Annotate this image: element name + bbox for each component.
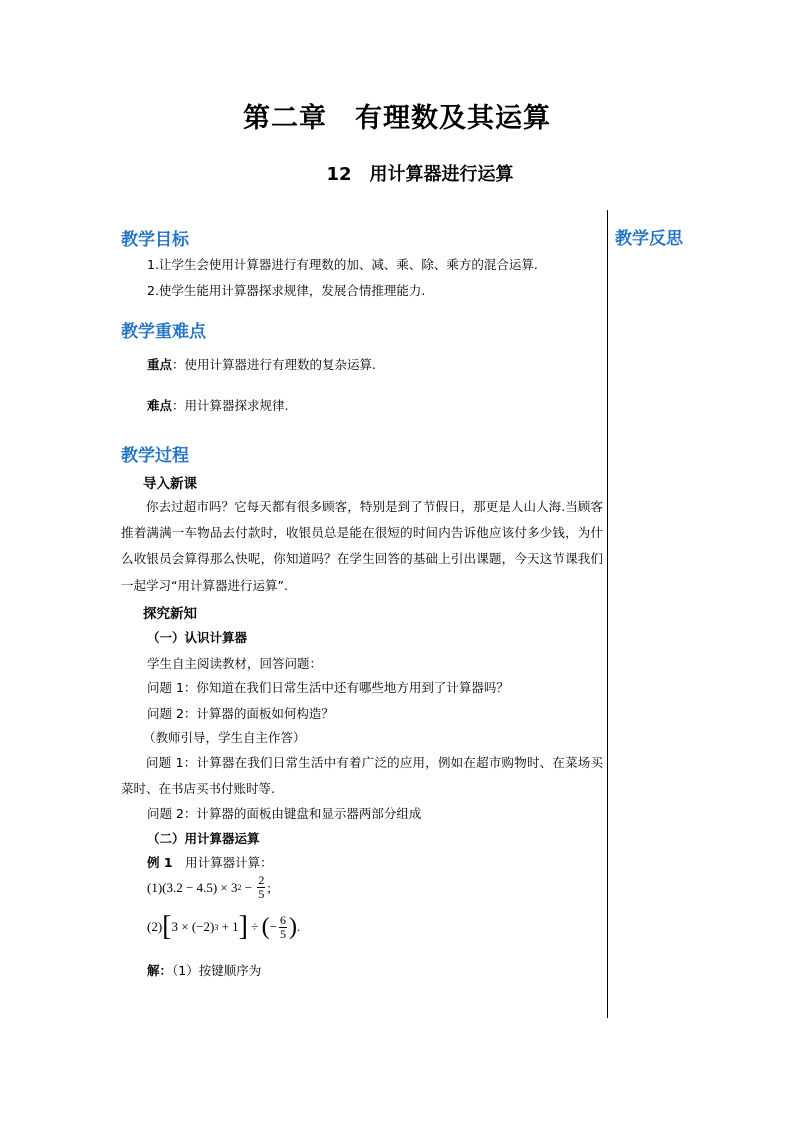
formula-1-suffix: ; [267, 879, 271, 895]
left-bracket: [ [162, 911, 172, 942]
goal-item: 2.使学生能用计算器探求规律，发展合情推理能力. [147, 283, 426, 298]
fraction-numerator: 6 [279, 912, 286, 927]
process-line: 学生自主阅读教材，回答问题： [147, 656, 323, 671]
answer-2: 问题 2：计算器的面板由键盘和显示器两部分组成 [147, 806, 422, 821]
solution-label: 解： [147, 963, 173, 978]
solution-line [147, 963, 261, 979]
key-points-heading: 教学重难点 [121, 322, 206, 342]
right-paren: ) [288, 914, 297, 940]
process-heading: 教学过程 [121, 446, 189, 466]
goal-item: 1.让学生会使用计算器进行有理数的加、减、乘、除、乘方的混合运算. [147, 257, 538, 272]
formula-2-neg: − [269, 919, 277, 934]
formula-2-prefix: (2) [147, 919, 163, 934]
formula-2 [147, 913, 300, 941]
right-bracket: ] [238, 911, 248, 942]
formula-2-plus: + 1 [218, 919, 239, 934]
left-paren: ( [261, 914, 270, 940]
part1-title: （一）认识计算器 [147, 630, 248, 645]
focus-label: 重点 [147, 357, 173, 372]
chapter-title: 第二章 有理数及其运算 [243, 103, 551, 134]
formula-1-minus: − [241, 879, 256, 895]
formula-2-suffix: . [296, 919, 301, 934]
solution-text: （1）按键顺序为 [172, 963, 262, 978]
formula-2-fraction [279, 914, 287, 941]
fraction-denominator: 5 [258, 887, 265, 901]
formula-1 [147, 874, 271, 901]
formula-2-inner: 3 × (−2) [171, 919, 215, 934]
fraction-numerator: 2 [258, 873, 265, 887]
lesson-title: 12 用计算器进行运算 [326, 164, 514, 185]
formula-2-exponent: 3 [214, 922, 219, 932]
question-1: 问题 1：你知道在我们日常生活中还有哪些地方用到了计算器吗？ [147, 680, 509, 695]
answer-1-paragraph: 问题 1：计算器在我们日常生活中有着广泛的应用，例如在超市购物时、在菜场买菜时、在书店买书付账时等. [121, 755, 603, 797]
part2-title: （二）用计算器运算 [147, 831, 260, 846]
explore-title: 探究新知 [143, 606, 197, 622]
formula-2-div: ÷ [248, 919, 262, 934]
formula-1-prefix: (1)(3.2 − 4.5) × 3 [147, 879, 238, 895]
goals-heading: 教学目标 [121, 230, 189, 250]
focus-line [147, 357, 376, 373]
example-label: 例 1 [147, 855, 173, 870]
difficulty-line [147, 398, 289, 414]
teacher-guide-note: （教师引导，学生自主作答） [143, 730, 306, 745]
column-divider [607, 210, 608, 1018]
example-text: 用计算器计算： [172, 855, 273, 870]
focus-text: ：使用计算器进行有理数的复杂运算. [172, 357, 376, 372]
formula-1-fraction [257, 874, 265, 901]
fraction-denominator: 5 [279, 926, 286, 941]
reflection-heading: 教学反思 [615, 229, 683, 249]
example-line [147, 855, 273, 871]
question-2: 问题 2：计算器的面板如何构造？ [147, 706, 334, 721]
formula-1-exponent: 2 [237, 883, 242, 892]
difficulty-text: ：用计算器探求规律. [172, 398, 289, 413]
intro-paragraph: 你去过超市吗？它每天都有很多顾客，特别是到了节假日，那更是人山人海.当顾客推着满满一车物品去付款时，收银员总是能在很短的时间内告诉他应该付多少钱，为什么收银员会算得那么快呢，你知道吗？在学生回答的基础上引出课题，今天这节课我们一起学习“用计算器进行运算”. [121, 499, 603, 593]
intro-title: 导入新课 [143, 476, 197, 492]
difficulty-label: 难点 [147, 398, 173, 413]
